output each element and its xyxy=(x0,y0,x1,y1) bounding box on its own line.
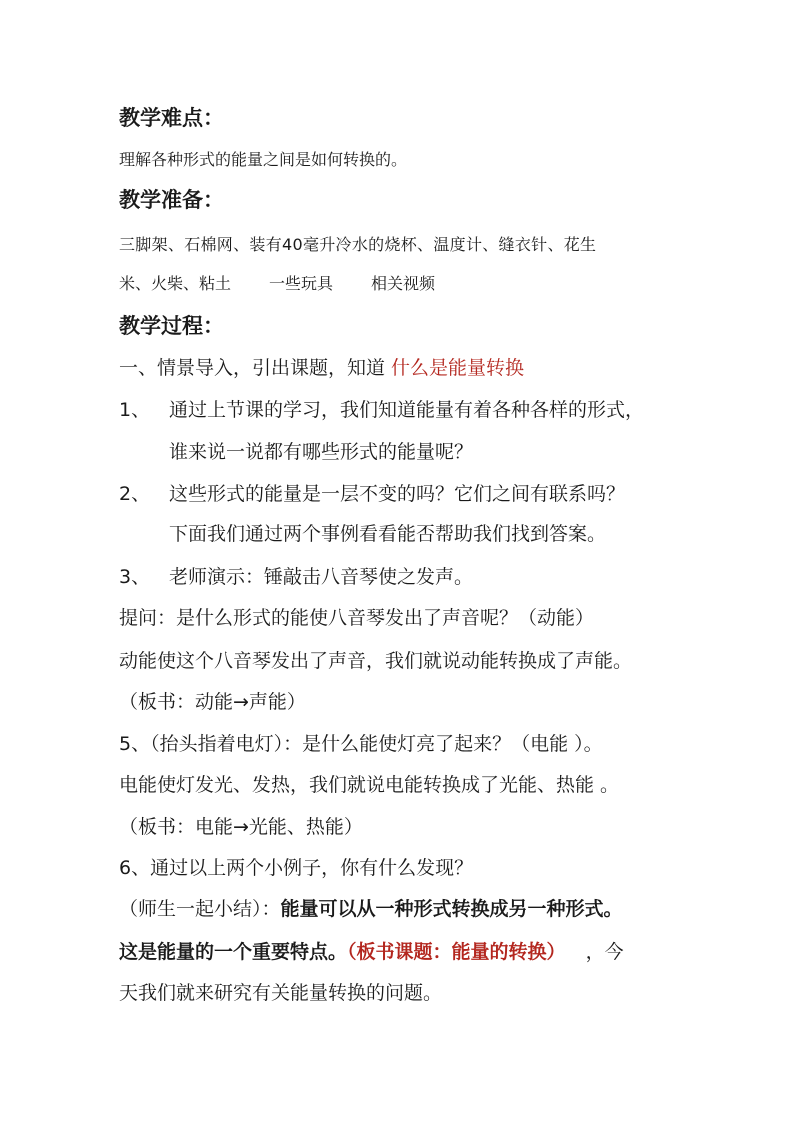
step-3-text: 老师演示：锤敲击八音琴使之发声。 xyxy=(169,566,474,588)
step-1-continuation: 谁来说一说都有哪些形式的能量呢？ xyxy=(169,441,474,463)
key-point-line xyxy=(119,940,624,964)
step-3-number: 3、 xyxy=(119,566,151,588)
board-note-2: （板书：电能→光能、热能） xyxy=(119,816,363,838)
final-line: 天我们就来研究有关能量转换的问题。 xyxy=(119,982,443,1004)
step-5: 5、（抬头指着电灯）：是什么能使灯亮了起来？（电能 ）。 xyxy=(119,733,603,755)
step-6: 6、通过以上两个小例子，你有什么发现？ xyxy=(119,857,474,879)
step-2-text: 这些形式的能量是一层不变的吗？它们之间有联系吗？ xyxy=(169,483,626,505)
heading-process: 教学过程： xyxy=(119,314,224,338)
after-title: ，今 xyxy=(579,941,624,963)
step-2-number: 2、 xyxy=(119,483,151,505)
answer-2: 电能使灯发光、发热，我们就说电能转换成了光能、热能 。 xyxy=(119,774,620,796)
heading-difficulty: 教学难点： xyxy=(119,106,224,130)
heading-prep: 教学准备： xyxy=(119,188,224,212)
prep-line-2 xyxy=(119,272,435,296)
step-1-number: 1、 xyxy=(119,399,151,421)
step-1 xyxy=(119,398,644,422)
section-1 xyxy=(119,356,524,380)
difficulty-text: 理解各种形式的能量之间是如何转换的。 xyxy=(119,150,408,169)
step-3 xyxy=(119,565,473,589)
prep-toys: 一些玩具 xyxy=(269,274,334,293)
summary-statement: 能量可以从一种形式转换成另一种形式。 xyxy=(280,898,623,920)
key-point: 这是能量的一个重要特点。 xyxy=(119,941,348,963)
section-1-text: 一、情景导入，引出课题，知道 xyxy=(119,357,392,379)
prep-video: 相关视频 xyxy=(371,274,436,293)
section-1-highlight: 什么是能量转换 xyxy=(391,357,525,379)
prep-line-1: 三脚架、石棉网、装有40毫升冷水的烧杯、温度计、缝衣针、花生 xyxy=(119,235,597,254)
answer-1: 动能使这个八音琴发出了声音，我们就说动能转换成了声能。 xyxy=(119,650,633,672)
summary xyxy=(119,897,623,921)
prep-items: 米、火柴、粘土 xyxy=(119,274,232,293)
step-2 xyxy=(119,482,625,506)
step-1-text: 通过上节课的学习，我们知道能量有着各种各样的形式， xyxy=(169,399,645,421)
question-1: 提问：是什么形式的能使八音琴发出了声音呢？（动能） xyxy=(119,607,595,629)
summary-prefix: （师生一起小结）： xyxy=(119,898,281,920)
board-note-1: （板书：动能→声能） xyxy=(119,691,306,713)
board-title: （板书课题：能量的转换） xyxy=(347,941,566,963)
step-2-continuation: 下面我们通过两个事例看看能否帮助我们找到答案。 xyxy=(169,523,607,545)
